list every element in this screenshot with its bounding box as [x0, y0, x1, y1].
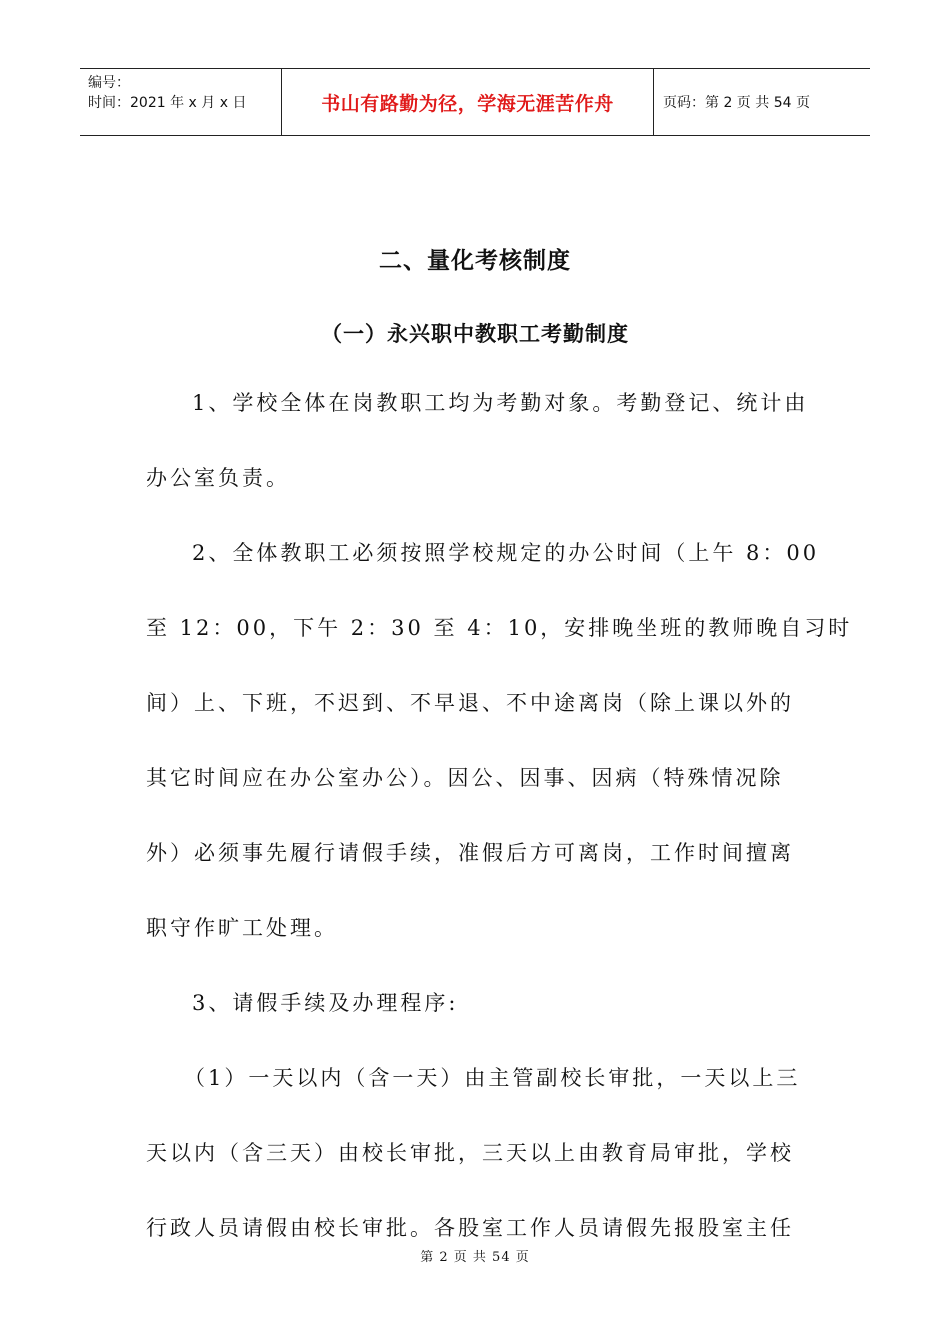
header-motto-cell: [282, 69, 654, 135]
body-line: 职守作旷工处理。: [146, 916, 338, 940]
header-meta: [80, 69, 282, 135]
body-line: 外）必须事先履行请假手续，准假后方可离岗，工作时间擅离: [146, 841, 794, 865]
body-line: 2、全体教职工必须按照学校规定的办公时间（上午 8：00: [192, 541, 820, 565]
header-page-cell: [654, 69, 870, 135]
body-line: 至 12：00，下午 2：30 至 4：10，安排晚坐班的教师晚自习时: [146, 616, 853, 640]
header-time-label: 时间：2021 年 x 月 x 日: [88, 95, 247, 111]
body-line: 行政人员请假由校长审批。各股室工作人员请假先报股室主任: [146, 1216, 794, 1240]
body-line: 3、请假手续及办理程序:: [192, 991, 459, 1015]
header-page-info: 页码：第 2 页 共 54 页: [663, 95, 810, 111]
document-title: 二、量化考核制度: [379, 248, 571, 274]
document-body: [146, 366, 853, 1266]
document-subtitle: （一）永兴职中教职工考勤制度: [321, 322, 629, 346]
body-line: 其它时间应在办公室办公）。因公、因事、因病（特殊情况除: [146, 766, 784, 790]
body-line: 间）上、下班，不迟到、不早退、不中途离岗（除上课以外的: [146, 691, 794, 715]
body-line: 1、学校全体在岗教职工均为考勤对象。考勤登记、统计由: [192, 391, 809, 415]
page-header: [80, 68, 870, 136]
body-line: （1）一天以内（含一天）由主管副校长审批，一天以上三: [184, 1066, 801, 1090]
body-line: 天以内（含三天）由校长审批，三天以上由教育局审批，学校: [146, 1141, 794, 1165]
page-footer: 第 2 页 共 54 页: [420, 1250, 530, 1265]
body-line: 办公室负责。: [146, 466, 290, 490]
header-number-label: 编号：: [88, 75, 130, 91]
header-motto: 书山有路勤为径，学海无涯苦作舟: [321, 92, 614, 115]
